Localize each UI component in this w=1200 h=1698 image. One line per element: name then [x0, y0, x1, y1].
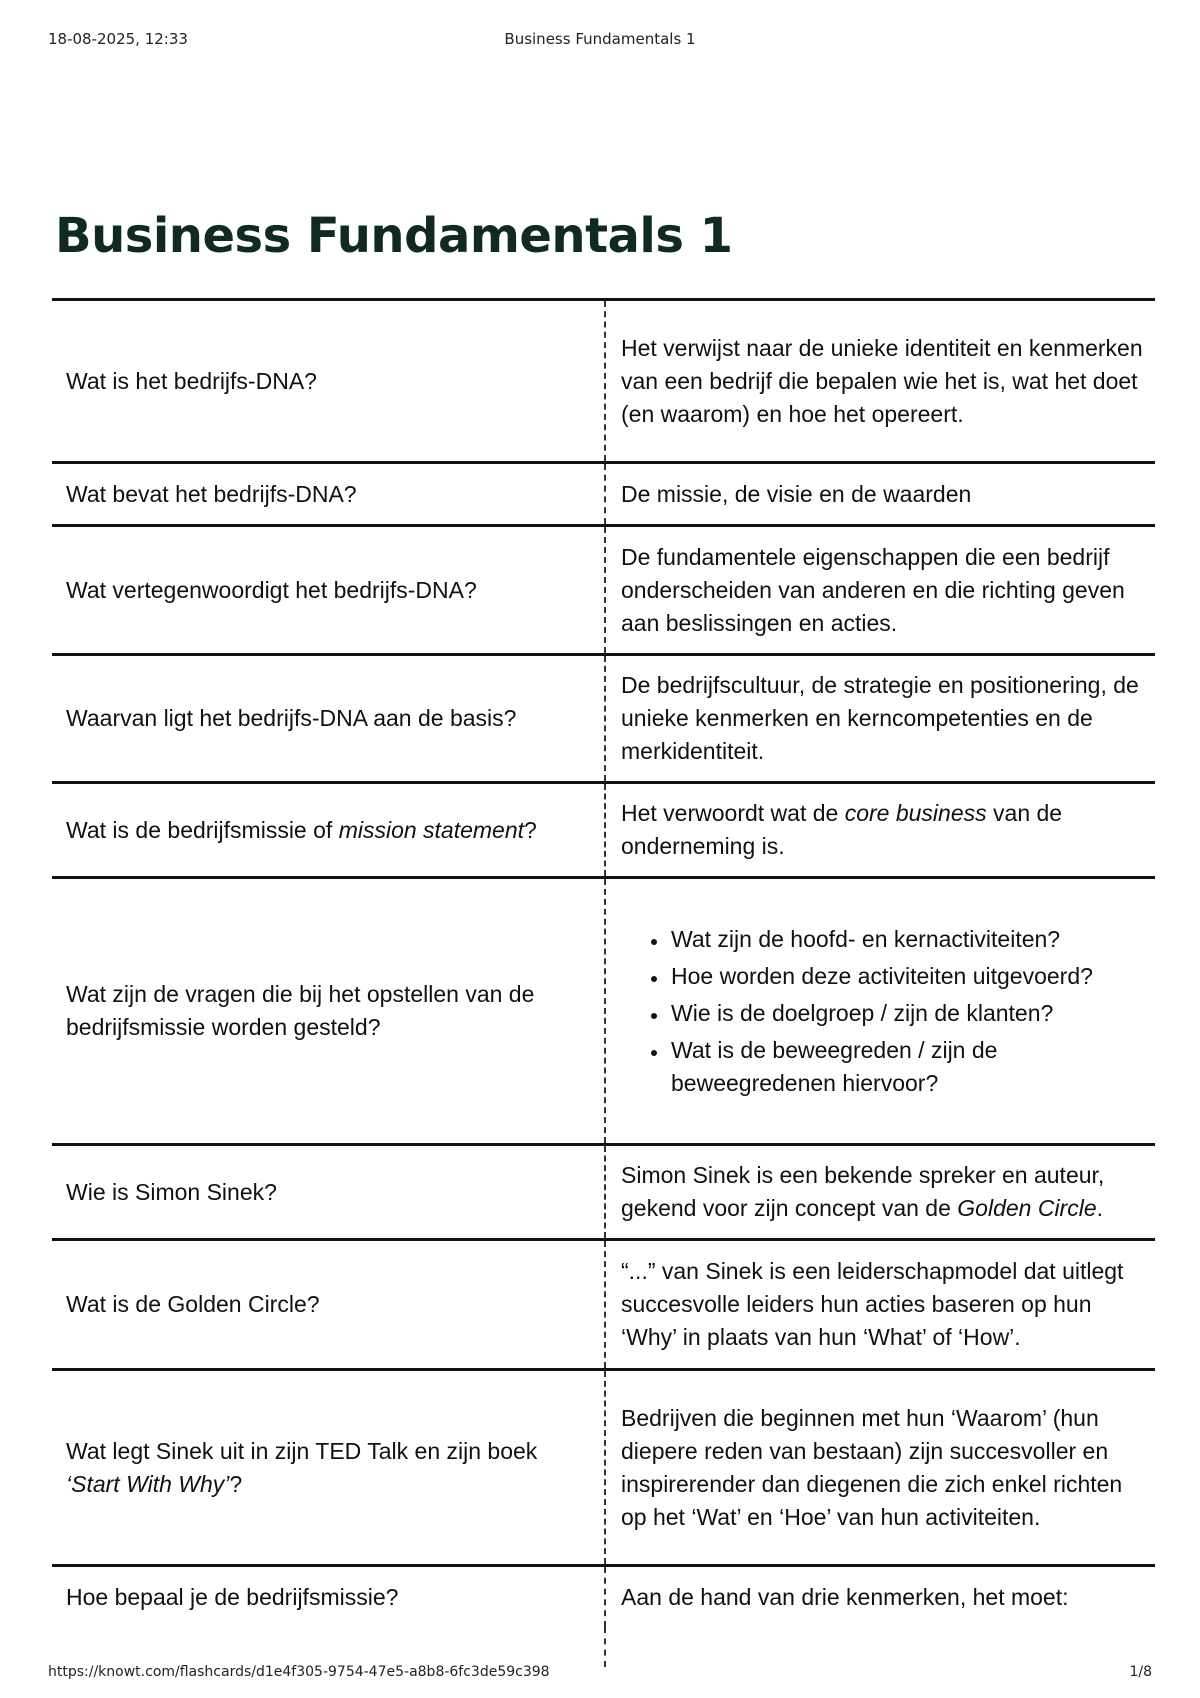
text-run: Wat legt Sinek uit in zijn TED Talk en zijn boek [66, 1437, 538, 1464]
card-question [52, 464, 604, 524]
card-answer [604, 656, 1155, 781]
text-run: Simon Sinek is een bekende spreker en auteur, gekend voor zijn concept van de [621, 1162, 1105, 1221]
text-run: De fundamentele eigenschappen die een bedrijf onderscheiden van anderen en die richting geven aan beslissingen en acties. [621, 543, 1125, 636]
card-answer [604, 301, 1155, 461]
card-answer [604, 464, 1155, 524]
italic-text: Golden Circle [957, 1195, 1097, 1221]
card-question [52, 1371, 604, 1564]
text-run: . [1096, 1195, 1104, 1221]
text-run: van de onderneming is. [621, 800, 1063, 859]
flashcard-row [52, 524, 1155, 653]
flashcard-row [52, 1564, 1155, 1627]
text-run: Wat is het bedrijfs-DNA? [66, 367, 317, 394]
card-answer [604, 1567, 1155, 1627]
text-run: Waarvan ligt het bedrijfs-DNA aan de basis? [66, 705, 517, 731]
italic-text: core business [844, 800, 987, 826]
print-doc-title: Business Fundamentals 1 [504, 30, 696, 48]
print-datetime: 18-08-2025, 12:33 [48, 30, 188, 48]
text-run: ? [524, 816, 537, 843]
text-run: Wat is de bedrijfsmissie of [66, 816, 339, 843]
card-question [52, 301, 604, 461]
card-question [52, 527, 604, 653]
card-answer [604, 1371, 1155, 1564]
flashcard-row [52, 1238, 1155, 1368]
text-run: Wat vertegenwoordigt het bedrijfs-DNA? [66, 576, 477, 603]
flashcard-table [52, 298, 1155, 1667]
flashcard-row [52, 1143, 1155, 1238]
text-run: Wat bevat het bedrijfs-DNA? [66, 480, 357, 507]
answer-bullet-list [621, 919, 1145, 1104]
card-answer [604, 527, 1155, 653]
page-number: 1/8 [1129, 1664, 1152, 1680]
print-url: https://knowt.com/flashcards/d1e4f305-9754-47e5-a8b8-6fc3de59c398 [48, 1664, 550, 1680]
card-answer [604, 879, 1155, 1143]
card-question [52, 656, 604, 781]
flashcard-row [52, 1368, 1155, 1564]
answer-bullet: • Wat is de beweegreden / zijn de beweegredenen hiervoor? [669, 1034, 1145, 1100]
flashcard-row [52, 781, 1155, 876]
text-run: Wie is Simon Sinek? [66, 1178, 277, 1205]
flashcard-row [52, 653, 1155, 781]
card-answer [604, 1146, 1155, 1238]
flashcard-row [52, 461, 1155, 524]
text-run: Wat is de Golden Circle? [66, 1291, 320, 1317]
flashcard-row [52, 876, 1155, 1143]
card-question [52, 1567, 604, 1627]
italic-text: mission statement [338, 816, 525, 843]
text-run: Wat zijn de vragen die bij het opstellen van de bedrijfsmissie worden gesteld? [66, 981, 535, 1040]
text-run: Hoe bepaal je de bedrijfsmissie? [66, 1583, 399, 1610]
card-question [52, 879, 604, 1143]
text-run: ? [229, 1470, 243, 1497]
page-title: Business Fundamentals 1 [55, 208, 733, 264]
answer-bullet: • Wat zijn de hoofd- en kernactiviteiten? [669, 923, 1145, 956]
answer-bullet: • Wie is de doelgroep / zijn de klanten? [669, 997, 1145, 1030]
card-question [52, 1146, 604, 1238]
text-run: Het verwijst naar de unieke identiteit en kenmerken van een bedrijf die bepalen wie het is, wat het doet (en waarom) en hoe het opereert. [621, 334, 1143, 427]
italic-text: ‘Start With Why’ [66, 1470, 230, 1497]
card-answer [604, 784, 1155, 876]
flashcard-row [52, 298, 1155, 461]
table-continuation [52, 1627, 606, 1667]
card-question [52, 784, 604, 876]
answer-bullet: • Hoe worden deze activiteiten uitgevoerd? [669, 960, 1145, 993]
text-run: “...” van Sinek is een leiderschapmodel dat uitlegt succesvolle leiders hun acties baseren op hun ‘Why’ in plaats van hun ‘What’ of ‘How’. [621, 1258, 1124, 1350]
text-run: Het verwoordt wat de [621, 800, 845, 826]
card-answer [604, 1241, 1155, 1368]
card-question [52, 1241, 604, 1368]
text-run: De bedrijfscultuur, de strategie en positionering, de unieke kenmerken en kerncompetenties en de merkidentiteit. [621, 672, 1139, 764]
text-run: De missie, de visie en de waarden [621, 480, 972, 507]
text-run: Bedrijven die beginnen met hun ‘Waarom’ (hun diepere reden van bestaan) zijn succesvoller en inspirerender dan diegenen die zich enkel richten op het ‘Wat’ en ‘Hoe’ van hun activiteiten. [621, 1404, 1123, 1530]
text-run: Aan de hand van drie kenmerken, het moet: [621, 1583, 1069, 1610]
